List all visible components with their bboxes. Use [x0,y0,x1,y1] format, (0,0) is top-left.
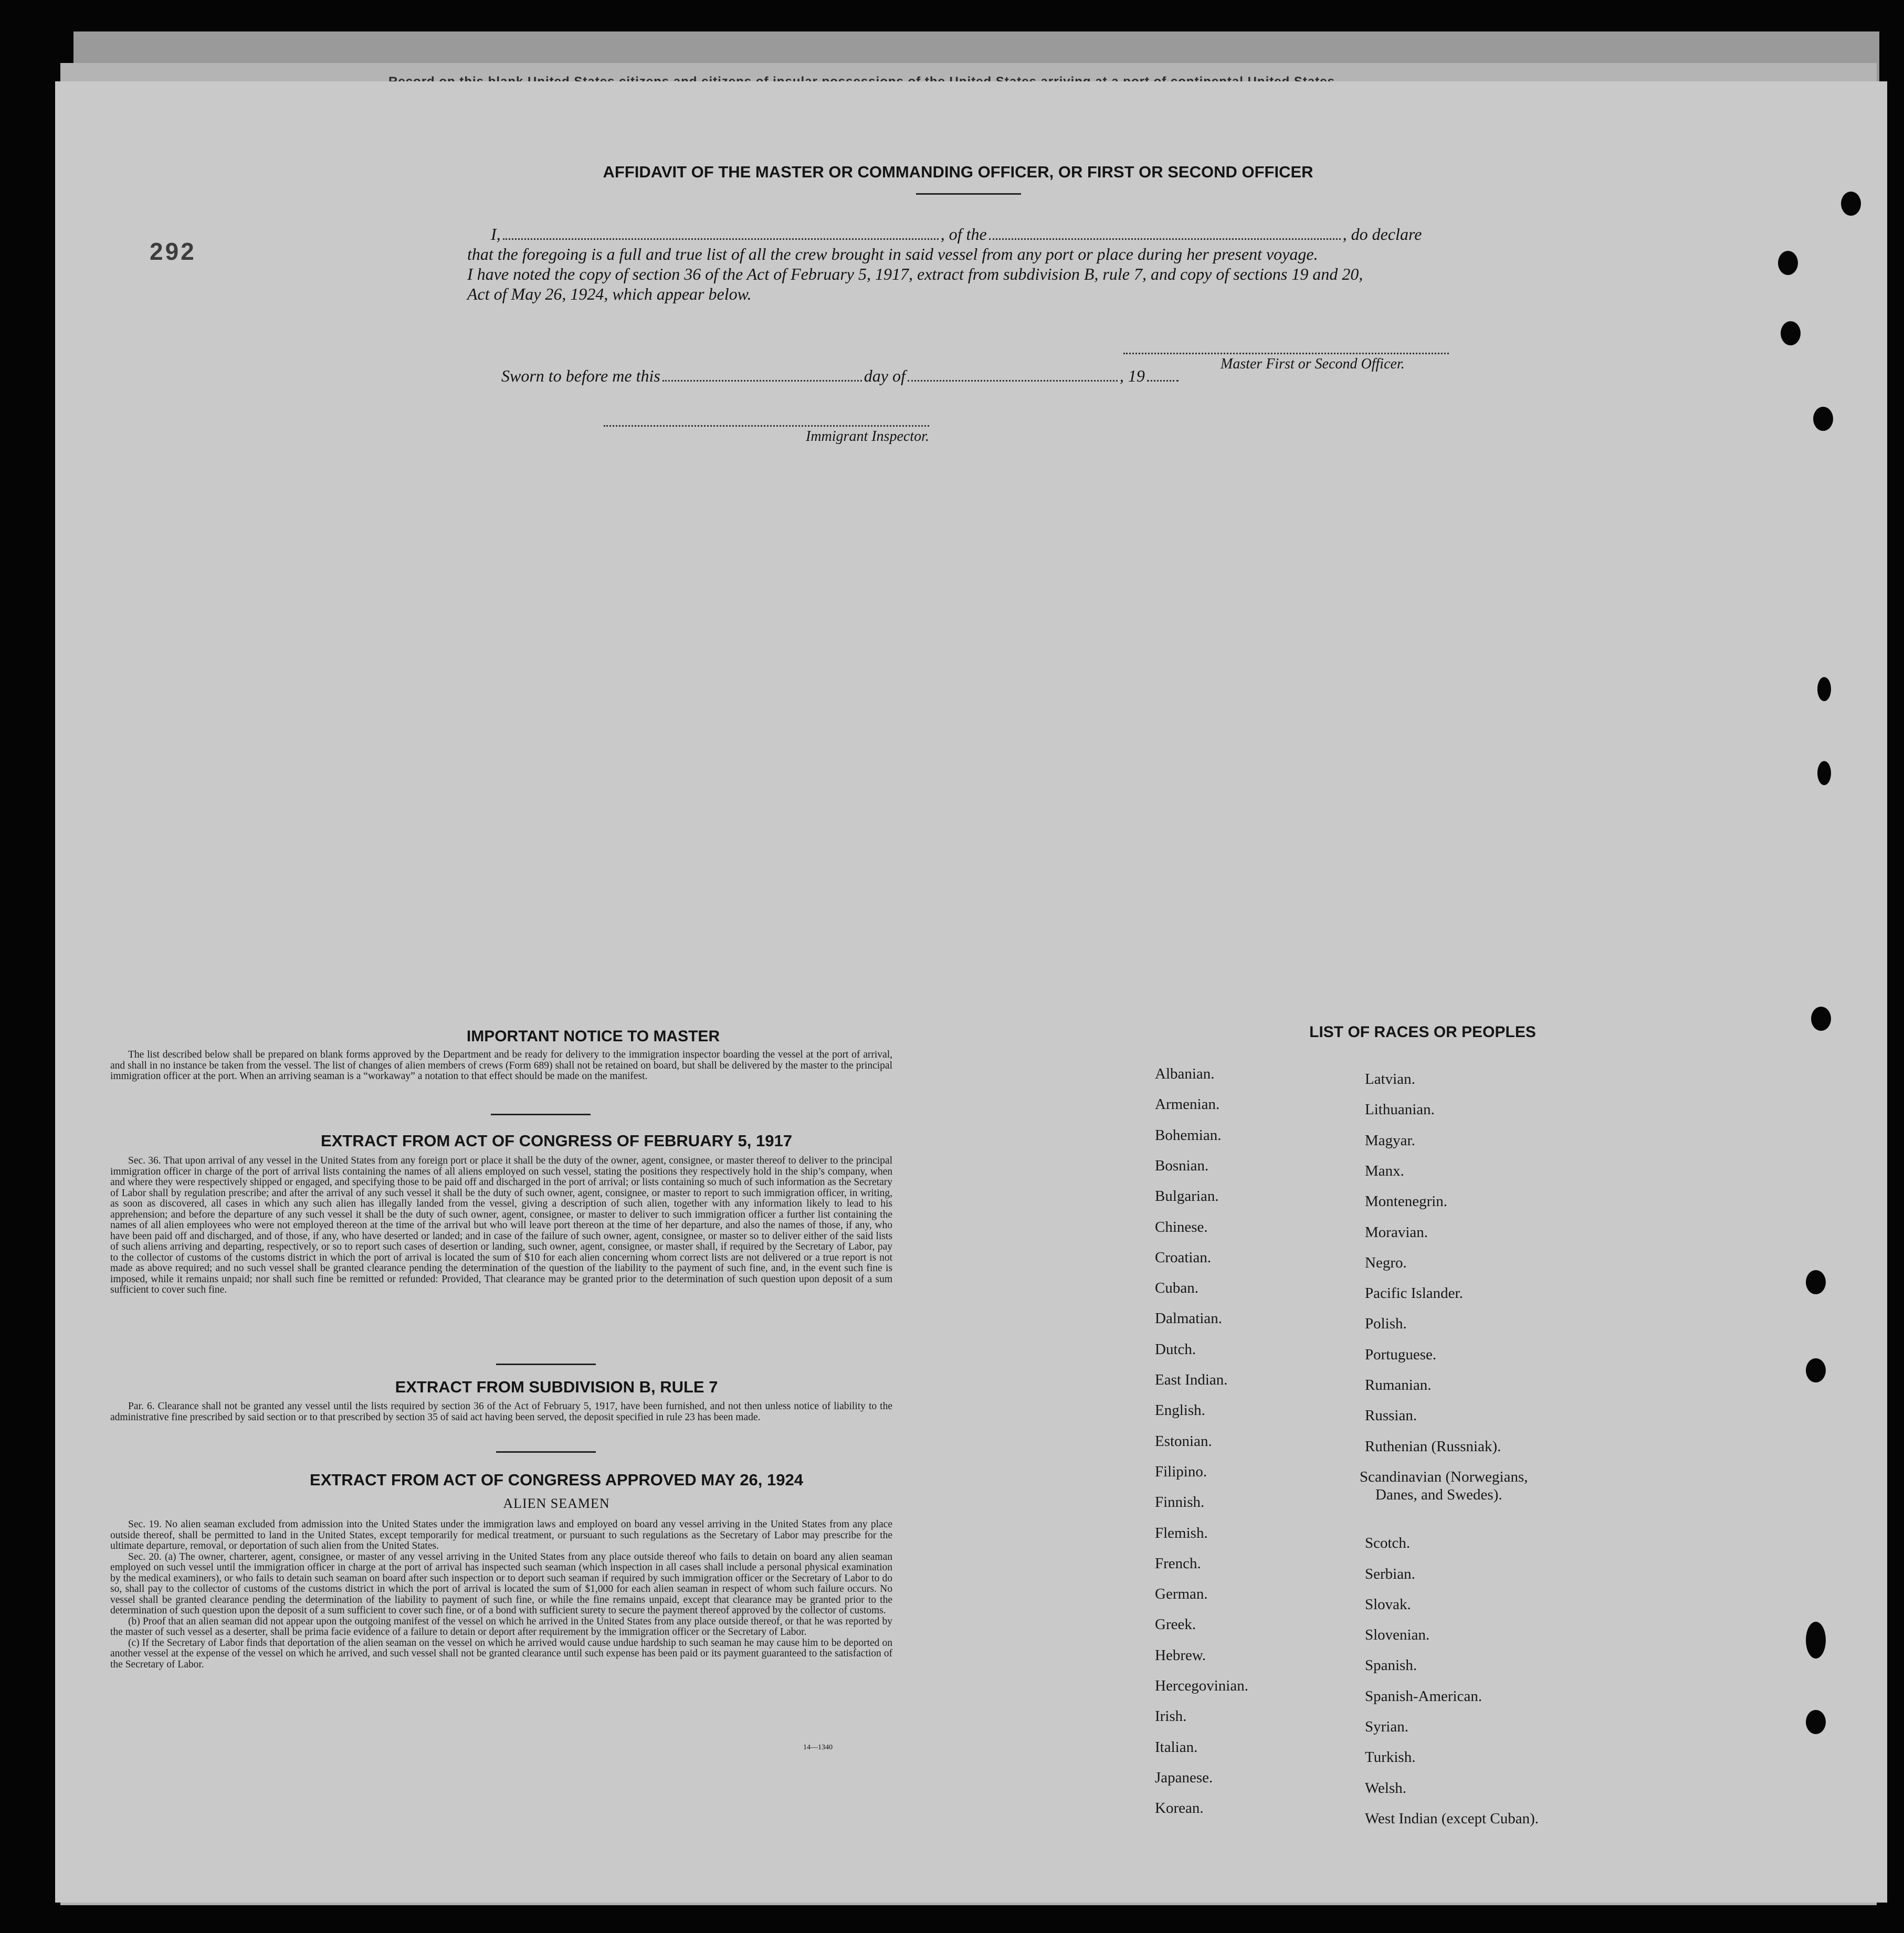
master-signature-line [1123,353,1449,354]
sec-20a-paragraph: Sec. 20. (a) The owner, charterer, agent, consignee, or master of any vessel arriving in the United States from any place outside thereof who fails to detain on board any alien seaman employed on such vessel until the immigration officer in charge at the port of arrival has inspected such seaman (which inspection in all cases shall include a personal physical examination by the medical examiners), or who fails to detain such seaman on board after such inspection or to deport such seaman if required by such immigration officer or the Secretary of Labor to do so, shall pay to the collector of customs of the customs district in which the port of arrival is located the sum of $1,000 for each alien seaman in respect of whom such failure occurs. No vessel shall be granted clearance pending the determination of the liability to payment of such fine, or while the fine remains unpaid, except that clearance may be granted prior to the determination of such question upon the deposit of a sum sufficient to cover such fine, or of a bond with sufficient surety to secure the payment thereof approved by the collector of customs. [110,1551,892,1616]
sec-20c-paragraph: (c) If the Secretary of Labor finds that deportation of the alien seaman on the vessel on which he arrived would cause undue hardship to such seaman he may cause him to be deported on another vessel at the expense of the vessel on which he arrived, and such vessel shall not be granted clearance until such expense has been paid or its payment guaranteed to the satisfaction of the Secretary of Labor. [110,1637,892,1670]
sec-20b-paragraph: (b) Proof that an alien seaman did not appear upon the outgoing manifest of the vessel on which he arrived in the United States from any place outside thereof, or that he was reported by the master of such vessel as a deserter, shall be prima facie evidence of a failure to detain or deport after requirement by the immigration officer or the Secretary of Labor. [110,1615,892,1638]
race-item: German. [1155,1586,1208,1603]
race-item: English. [1155,1402,1205,1419]
notice-text [110,1050,892,1082]
affidavit-line-2: that the foregoing is a full and true list of all the crew brought in said vessel from any port or place during her present voyage. [467,245,1318,263]
race-item: Italian. [1155,1738,1198,1756]
race-item: Scandinavian (Norwegians, [1360,1468,1528,1485]
race-item: Magyar. [1365,1132,1415,1149]
sworn-year-blank [1147,379,1179,382]
race-item: Greek. [1155,1616,1196,1633]
race-item: Armenian. [1155,1096,1220,1113]
punch-hole-3 [1781,321,1801,345]
race-item: Flemish. [1155,1524,1208,1541]
sworn-day-label: day of [864,366,906,385]
race-item: Negro. [1365,1254,1407,1271]
race-item: Filipino. [1155,1463,1207,1480]
race-item: Spanish-American. [1365,1687,1482,1705]
name-blank [503,238,939,240]
sworn-prefix: Sworn to before me this [501,366,660,385]
affidavit-declare: , do declare [1342,225,1422,244]
race-item: Pacific Islander. [1365,1285,1463,1302]
race-item: Syrian. [1365,1718,1408,1735]
punch-hole-5 [1817,677,1831,701]
inspector-caption: Immigrant Inspector. [806,428,929,445]
race-item: Albanian. [1155,1065,1215,1082]
punch-hole-7 [1811,1007,1831,1031]
race-item: French. [1155,1555,1201,1572]
race-item: Bulgarian. [1155,1188,1219,1205]
notice-title: IMPORTANT NOTICE TO MASTER [466,1028,720,1045]
affidavit-line-1 [491,225,1422,244]
race-item: Estonian. [1155,1432,1212,1450]
sworn-month-blank [908,379,1118,382]
punch-hole-1 [1841,192,1861,216]
notice-paragraph: The list described below shall be prepared on blank forms approved by the Department and be ready for delivery to the immigration inspector boarding the vessel at the port of arrival, and shall in no instance be taken from the vessel. The list of changes of alien members of crews (Form 689) shall not be retained on board, but shall be delivered by the master to the principal immigration officer at the port. When an arriving seaman is a “workaway” a notation to that effect should be made on the manifest. [110,1049,892,1082]
race-item: Chinese. [1155,1218,1208,1235]
race-item: Welsh. [1365,1779,1407,1797]
race-item: Manx. [1365,1162,1404,1179]
punch-hole-10 [1806,1622,1826,1659]
race-item: Polish. [1365,1315,1407,1333]
race-item: Hebrew. [1155,1646,1206,1664]
race-item: Slovak. [1365,1596,1411,1613]
race-item: West Indian (except Cuban). [1365,1810,1539,1827]
race-item: Serbian. [1365,1565,1415,1582]
race-item: Hercegovinian. [1155,1677,1248,1694]
inspector-signature-line [604,425,929,427]
form-number: 14—1340 [803,1744,833,1751]
race-item: Croatian. [1155,1249,1212,1266]
race-item: Ruthenian (Russniak). [1365,1438,1501,1455]
rule-7-text [110,1401,892,1423]
punch-hole-9 [1806,1358,1826,1382]
notice-divider [491,1114,591,1115]
race-item: Bohemian. [1155,1126,1222,1144]
punch-hole-11 [1806,1710,1826,1734]
punch-hole-4 [1813,407,1833,431]
punch-hole-6 [1817,761,1831,785]
extract-1917-title: EXTRACT FROM ACT OF CONGRESS OF FEBRUARY 5, 1917 [321,1132,792,1150]
sec-19-paragraph: Sec. 19. No alien seaman excluded from admission into the United States under the immigration laws and employed on board any vessel arriving in the United States from any place outside thereof, shall be permitted to land in the United States, except temporarily for medical treatment, or pursuant to such regulations as the Secretary of Labor may prescribe for the ultimate departure, removal, or deportation of such alien from the United States. [110,1519,892,1551]
race-item: Dalmatian. [1155,1310,1223,1327]
race-item: Danes, and Swedes). [1375,1486,1502,1504]
rule-7-title: EXTRACT FROM SUBDIVISION B, RULE 7 [395,1378,718,1396]
sworn-day-blank [662,379,862,382]
race-item: Bosnian. [1155,1157,1209,1174]
alien-seamen-subtitle: ALIEN SEAMEN [503,1496,610,1511]
affidavit-line-3: I have noted the copy of section 36 of the Act of February 5, 1917, extract from subdivision B, rule 7, and copy of sections 19 and 20, [467,265,1363,283]
extract-1924-text [110,1519,892,1670]
race-item: Spanish. [1365,1657,1417,1674]
race-item: Latvian. [1365,1071,1415,1087]
master-caption: Master First or Second Officer. [1221,356,1405,372]
affidavit-title: AFFIDAVIT OF THE MASTER OR COMMANDING OFFICER, OR FIRST OR SECOND OFFICER [603,163,1313,181]
affidavit-of-the: , of the [940,225,987,244]
extract-1917-paragraph: Sec. 36. That upon arrival of any vessel in the United States from any foreign port or place it shall be the duty of the owner, agent, consignee, or master thereof to deliver to the principal immigration officer in charge of the port of arrival lists containing the names of all aliens employed on such vessel, stating the positions they respectively hold in the ship’s company, when and where they were respectively shipped or engaged, and specifying those to be paid off and discharged in the port of arrival; or lists containing so much of such information as the Secretary of Labor shall by regulation prescribe; and after the arrival of any such vessel it shall be the duty of such owner, agent, consignee, or master to report to such immigration officer, in writing, as soon as discovered, all cases in which any such alien has illegally landed from the vessel, giving a description of such alien, together with any information likely to lead to his apprehension; and before the departure of any such vessel it shall be the duty of such owner, agent, consignee, or master to deliver to such immigration officer a further list containing the names of all alien employees who were not employed thereon at the time of the arrival but who will leave port thereon at the time of her departure, and also the names of those, if any, who have been paid off and discharged, and of those, if any, who have deserted or landed; and in case of the failure of such owner, agent, consignee, or master so to deliver either of the said lists of such aliens arriving and departing, respectively, or so to report such cases of desertion or landing, such owner, agent, consignee, or master shall, if required by the Secretary of Labor, pay to the collector of customs of the customs district in which the port of arrival is located the sum of $10 for each alien concerning whom correct lists are not delivered or a true report is not made as above required; and no such vessel shall be granted clearance pending the determination of the question of the liability to the payment of such fine, and, in the event such fine is imposed, while it remains unpaid; nor shall such fine be remitted or refunded: Provided, That clearance may be granted prior to the determination of such question upon deposit of a sum sufficient to cover such fine. [110,1155,892,1295]
rule-7-paragraph: Par. 6. Clearance shall not be granted any vessel until the lists required by section 36 of the Act of February 5, 1917, have been furnished, and not then unless notice of liability to the administrative fine prescribed by said section or to that prescribed by section 35 of said act having been served, the deposit specified in rule 23 has been made. [110,1401,892,1423]
vessel-blank [989,238,1341,240]
affidavit-line-4: Act of May 26, 1924, which appear below. [467,284,752,303]
title-divider [916,193,1021,195]
extract-1924-title: EXTRACT FROM ACT OF CONGRESS APPROVED MAY 26, 1924 [310,1471,803,1489]
punch-hole-2 [1778,251,1798,275]
sworn-year: , 19 [1119,366,1145,385]
page-stamp: 292 [150,238,196,265]
extract-1917-divider [496,1364,596,1365]
races-title: LIST OF RACES OR PEOPLES [1309,1023,1536,1041]
race-item: Montenegrin. [1365,1193,1448,1210]
rule-7-divider [496,1451,596,1453]
race-item: Portuguese. [1365,1346,1437,1363]
affidavit-i: I, [491,225,501,244]
extract-1917-text [110,1156,892,1296]
race-item: Rumanian. [1365,1377,1432,1393]
race-item: Finnish. [1155,1494,1205,1511]
race-item: Scotch. [1365,1535,1411,1552]
race-item: Japanese. [1155,1769,1213,1786]
race-item: Dutch. [1155,1340,1196,1358]
race-item: Russian. [1365,1407,1417,1424]
race-item: Moravian. [1365,1223,1428,1241]
race-item: Turkish. [1365,1749,1416,1766]
race-item: Slovenian. [1365,1626,1430,1644]
sworn-line [501,366,1181,386]
punch-hole-8 [1806,1270,1826,1294]
race-item: Korean. [1155,1800,1204,1817]
race-item: Lithuanian. [1365,1101,1435,1118]
race-item: Irish. [1155,1708,1187,1725]
race-item: Cuban. [1155,1280,1198,1297]
race-item: East Indian. [1155,1371,1228,1388]
